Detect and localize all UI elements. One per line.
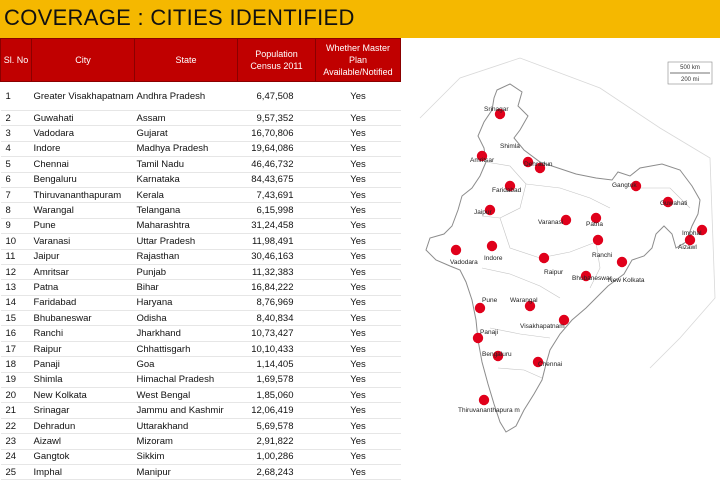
header-master-plan: Whether Master Plan Available/Notified xyxy=(316,39,401,82)
sl-no-cell: 20 xyxy=(1,388,32,403)
city-marker-indore xyxy=(487,241,497,251)
table-row xyxy=(1,234,401,249)
city-cell: Vadodara xyxy=(32,126,135,141)
title-bar xyxy=(0,0,720,38)
state-cell: Maharashtra xyxy=(135,218,238,233)
state-cell: West Bengal xyxy=(135,388,238,403)
state-cell: Himachal Pradesh xyxy=(135,372,238,387)
city-marker-thiruvananthapuram xyxy=(479,395,489,405)
table-row xyxy=(1,218,401,233)
city-label-bengaluru: Bengaluru xyxy=(482,351,512,358)
table-header-row xyxy=(1,39,401,82)
sl-no-cell: 16 xyxy=(1,326,32,341)
state-cell: Tamil Nadu xyxy=(135,157,238,172)
page-title: COVERAGE : CITIES IDENTIFIED xyxy=(4,5,355,30)
master-plan-cell: Yes xyxy=(316,203,401,218)
population-cell: 1,85,060 xyxy=(238,388,316,403)
master-plan-cell: Yes xyxy=(316,341,401,356)
map-scale-bar xyxy=(668,62,712,84)
city-label-aizawl: Aizawl xyxy=(678,244,697,251)
sl-no-cell: 18 xyxy=(1,357,32,372)
population-cell: 12,06,419 xyxy=(238,403,316,418)
city-cell: Imphal xyxy=(32,464,135,479)
city-label-faridabad: Faridabad xyxy=(492,187,522,194)
city-label-warangal: Warangal xyxy=(510,297,538,304)
cities-table-container xyxy=(0,38,400,478)
master-plan-cell: Yes xyxy=(316,464,401,479)
city-label-kolkata: New Kolkata xyxy=(608,277,645,284)
city-label-visakhapatnam: Visakhapatnam xyxy=(520,323,565,330)
city-label-chennai: Chennai xyxy=(538,361,563,368)
state-cell: Goa xyxy=(135,357,238,372)
master-plan-cell: Yes xyxy=(316,218,401,233)
city-cell: Thiruvananthapuram xyxy=(32,187,135,202)
master-plan-cell: Yes xyxy=(316,141,401,156)
master-plan-cell: Yes xyxy=(316,388,401,403)
population-cell: 30,46,163 xyxy=(238,249,316,264)
state-cell: Telangana xyxy=(135,203,238,218)
master-plan-cell: Yes xyxy=(316,295,401,310)
city-label-guwahati: Guwahati xyxy=(660,200,688,207)
master-plan-cell: Yes xyxy=(316,187,401,202)
table-row xyxy=(1,264,401,279)
scale-mi-label: 200 mi xyxy=(680,77,700,83)
table-row xyxy=(1,249,401,264)
table-row xyxy=(1,141,401,156)
city-cell: Jaipur xyxy=(32,249,135,264)
city-cell: Chennai xyxy=(32,157,135,172)
master-plan-cell: Yes xyxy=(316,372,401,387)
city-label-shimla: Shimla xyxy=(500,143,520,150)
city-marker-pune xyxy=(475,303,485,313)
population-cell: 1,00,286 xyxy=(238,449,316,464)
master-plan-cell: Yes xyxy=(316,280,401,295)
table-body xyxy=(1,82,401,480)
city-label-bhubaneswar: Bhubaneswar xyxy=(572,275,612,282)
city-cell: Shimla xyxy=(32,372,135,387)
table-row xyxy=(1,403,401,418)
master-plan-cell: Yes xyxy=(316,434,401,449)
master-plan-cell: Yes xyxy=(316,249,401,264)
population-cell: 1,14,405 xyxy=(238,357,316,372)
city-label-pune: Pune xyxy=(482,297,498,304)
population-cell: 10,73,427 xyxy=(238,326,316,341)
master-plan-cell: Yes xyxy=(316,449,401,464)
city-label-thiruvananthapuram: Thiruvananthapura m xyxy=(458,407,520,414)
city-cell: Aizawl xyxy=(32,434,135,449)
sl-no-cell: 13 xyxy=(1,280,32,295)
state-cell: Gujarat xyxy=(135,126,238,141)
state-cell: Madhya Pradesh xyxy=(135,141,238,156)
sl-no-cell: 5 xyxy=(1,157,32,172)
population-cell: 11,98,491 xyxy=(238,234,316,249)
sl-no-cell: 22 xyxy=(1,418,32,433)
city-label-gangtok: Gangtok xyxy=(612,182,637,189)
population-cell: 46,46,732 xyxy=(238,157,316,172)
sl-no-cell: 7 xyxy=(1,187,32,202)
city-marker-raipur xyxy=(539,253,549,263)
sl-no-cell: 4 xyxy=(1,141,32,156)
city-cell: Bhubaneswar xyxy=(32,311,135,326)
state-cell: Rajasthan xyxy=(135,249,238,264)
sl-no-cell: 11 xyxy=(1,249,32,264)
table-row xyxy=(1,126,401,141)
sl-no-cell: 6 xyxy=(1,172,32,187)
population-cell: 10,10,433 xyxy=(238,341,316,356)
population-cell: 8,40,834 xyxy=(238,311,316,326)
table-row xyxy=(1,187,401,202)
city-label-patna: Patna xyxy=(586,221,603,228)
city-cell: Bengaluru xyxy=(32,172,135,187)
sl-no-cell: 3 xyxy=(1,126,32,141)
city-cell: Raipur xyxy=(32,341,135,356)
city-label-vadodara: Vadodara xyxy=(450,259,478,266)
sl-no-cell: 9 xyxy=(1,218,32,233)
master-plan-cell: Yes xyxy=(316,311,401,326)
state-cell: Andhra Pradesh xyxy=(135,82,238,111)
population-cell: 19,64,086 xyxy=(238,141,316,156)
city-cell: Pune xyxy=(32,218,135,233)
city-label-amritsar: Amritsar xyxy=(470,157,495,164)
sl-no-cell: 12 xyxy=(1,264,32,279)
city-cell: Guwahati xyxy=(32,111,135,126)
city-cell: Warangal xyxy=(32,203,135,218)
master-plan-cell: Yes xyxy=(316,157,401,172)
population-cell: 9,57,352 xyxy=(238,111,316,126)
population-cell: 6,47,508 xyxy=(238,82,316,111)
city-cell: Ranchi xyxy=(32,326,135,341)
master-plan-cell: Yes xyxy=(316,357,401,372)
population-cell: 11,32,383 xyxy=(238,264,316,279)
table-row xyxy=(1,357,401,372)
table-row xyxy=(1,111,401,126)
state-cell: Manipur xyxy=(135,464,238,479)
city-cell: Dehradun xyxy=(32,418,135,433)
state-cell: Karnataka xyxy=(135,172,238,187)
table-row xyxy=(1,157,401,172)
population-cell: 1,69,578 xyxy=(238,372,316,387)
india-map-svg xyxy=(400,38,720,450)
table-row xyxy=(1,203,401,218)
header-population: Population Census 2011 xyxy=(238,39,316,82)
scale-km-label: 500 km xyxy=(680,65,700,71)
state-cell: Jharkhand xyxy=(135,326,238,341)
city-cell: Gangtok xyxy=(32,449,135,464)
population-cell: 84,43,675 xyxy=(238,172,316,187)
city-label-varanasi: Varanasi xyxy=(538,219,564,226)
city-cell: Patna xyxy=(32,280,135,295)
population-cell: 16,84,222 xyxy=(238,280,316,295)
table-row xyxy=(1,434,401,449)
city-label-srinagar: Srinagar xyxy=(484,106,509,113)
master-plan-cell: Yes xyxy=(316,264,401,279)
table-row xyxy=(1,449,401,464)
city-label-ranchi: Ranchi xyxy=(592,252,613,259)
sl-no-cell: 1 xyxy=(1,82,32,111)
city-label-indore: Indore xyxy=(484,255,503,262)
table-row xyxy=(1,280,401,295)
master-plan-cell: Yes xyxy=(316,82,401,111)
city-cell: Amritsar xyxy=(32,264,135,279)
state-cell: Jammu and Kashmir xyxy=(135,403,238,418)
sl-no-cell: 24 xyxy=(1,449,32,464)
city-label-imphal: Imphal xyxy=(682,230,702,237)
table-row xyxy=(1,82,401,111)
city-marker-ranchi xyxy=(593,235,603,245)
header-sl-no: Sl. No xyxy=(1,39,32,82)
table-row xyxy=(1,341,401,356)
city-label-raipur: Raipur xyxy=(544,269,564,276)
india-outline xyxy=(426,84,700,432)
table-row xyxy=(1,326,401,341)
population-cell: 16,70,806 xyxy=(238,126,316,141)
state-cell: Uttarakhand xyxy=(135,418,238,433)
population-cell: 6,15,998 xyxy=(238,203,316,218)
city-cell: New Kolkata xyxy=(32,388,135,403)
cities-table xyxy=(0,38,401,480)
table-row xyxy=(1,311,401,326)
master-plan-cell: Yes xyxy=(316,172,401,187)
master-plan-cell: Yes xyxy=(316,234,401,249)
sl-no-cell: 15 xyxy=(1,311,32,326)
table-row xyxy=(1,172,401,187)
state-cell: Uttar Pradesh xyxy=(135,234,238,249)
population-cell: 5,69,578 xyxy=(238,418,316,433)
master-plan-cell: Yes xyxy=(316,111,401,126)
population-cell: 8,76,969 xyxy=(238,295,316,310)
sl-no-cell: 19 xyxy=(1,372,32,387)
state-cell: Odisha xyxy=(135,311,238,326)
city-cell: Varanasi xyxy=(32,234,135,249)
city-cell: Srinagar xyxy=(32,403,135,418)
population-cell: 2,91,822 xyxy=(238,434,316,449)
state-cell: Mizoram xyxy=(135,434,238,449)
table-row xyxy=(1,418,401,433)
city-cell: Greater Visakhapatnam xyxy=(32,82,135,111)
table-row xyxy=(1,295,401,310)
state-cell: Kerala xyxy=(135,187,238,202)
state-cell: Sikkim xyxy=(135,449,238,464)
state-cell: Assam xyxy=(135,111,238,126)
population-cell: 31,24,458 xyxy=(238,218,316,233)
city-cell: Indore xyxy=(32,141,135,156)
table-row xyxy=(1,388,401,403)
city-label-panaji: Panaji xyxy=(480,329,499,336)
master-plan-cell: Yes xyxy=(316,418,401,433)
header-city: City xyxy=(32,39,135,82)
state-cell: Punjab xyxy=(135,264,238,279)
sl-no-cell: 21 xyxy=(1,403,32,418)
city-label-jaipur: Jaipur xyxy=(474,209,492,216)
master-plan-cell: Yes xyxy=(316,326,401,341)
sl-no-cell: 10 xyxy=(1,234,32,249)
state-cell: Chhattisgarh xyxy=(135,341,238,356)
header-state: State xyxy=(135,39,238,82)
city-cell: Panaji xyxy=(32,357,135,372)
state-cell: Haryana xyxy=(135,295,238,310)
india-map xyxy=(400,38,720,450)
table-row xyxy=(1,464,401,479)
sl-no-cell: 23 xyxy=(1,434,32,449)
sl-no-cell: 25 xyxy=(1,464,32,479)
sl-no-cell: 2 xyxy=(1,111,32,126)
city-cell: Faridabad xyxy=(32,295,135,310)
city-label-dehradun: Dehradun xyxy=(524,161,553,168)
population-cell: 2,68,243 xyxy=(238,464,316,479)
state-cell: Bihar xyxy=(135,280,238,295)
master-plan-cell: Yes xyxy=(316,403,401,418)
sl-no-cell: 17 xyxy=(1,341,32,356)
sl-no-cell: 8 xyxy=(1,203,32,218)
table-row xyxy=(1,372,401,387)
city-marker-kolkata xyxy=(617,257,627,267)
master-plan-cell: Yes xyxy=(316,126,401,141)
city-marker-vadodara xyxy=(451,245,461,255)
sl-no-cell: 14 xyxy=(1,295,32,310)
population-cell: 7,43,691 xyxy=(238,187,316,202)
